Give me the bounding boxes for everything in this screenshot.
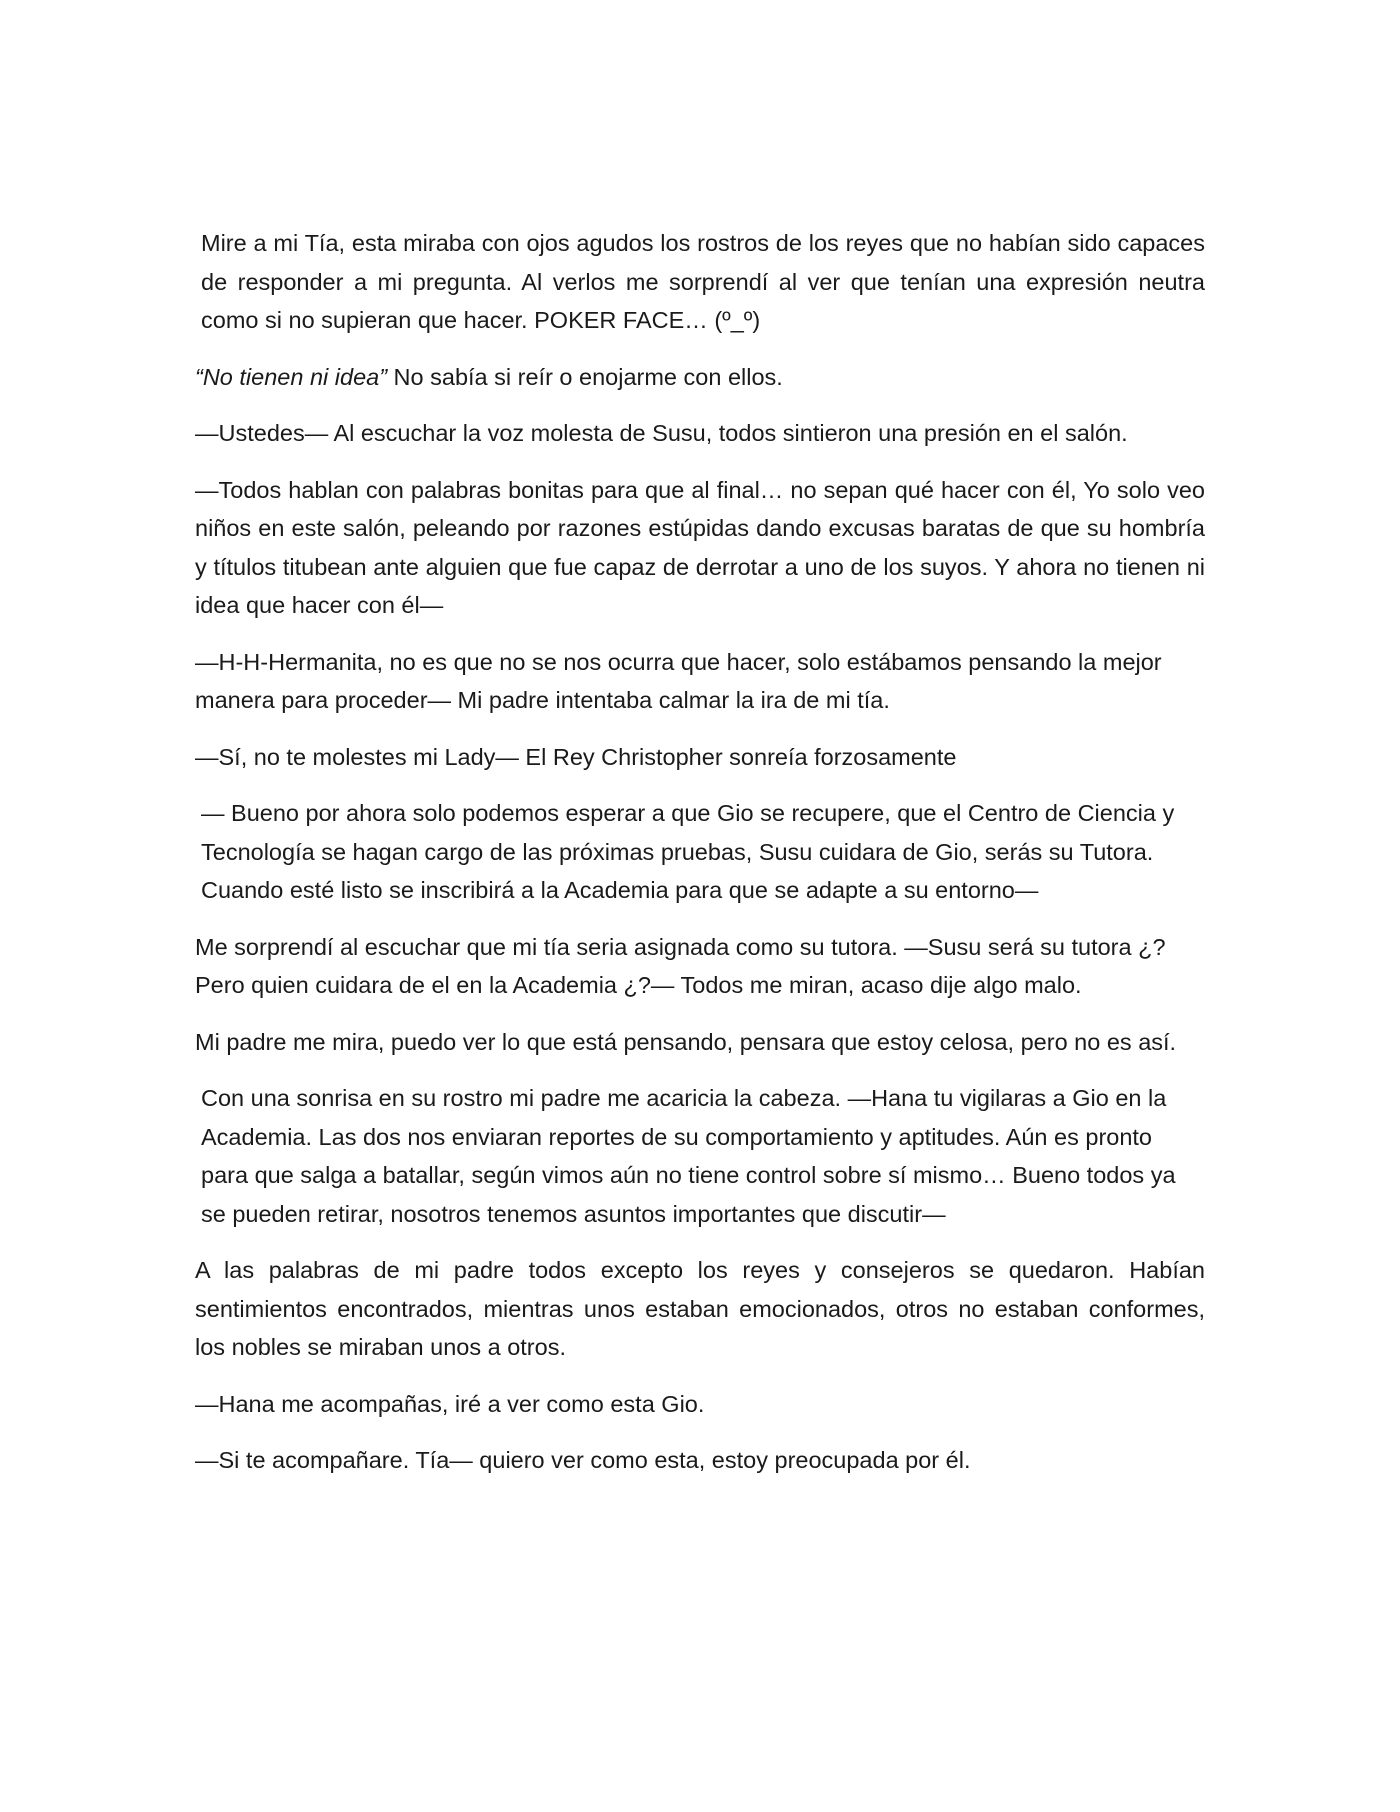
paragraph-5	[195, 643, 1205, 720]
paragraph-8-text: Me sorprendí al escuchar que mi tía seria asignada como su tutora. —Susu será su tutora ¿? Pero quien cuidara de el en la Academia ¿?— Todos me miran, acaso dije algo malo.	[195, 933, 1166, 998]
paragraph-6	[195, 738, 1205, 777]
paragraph-3-text: —Ustedes— Al escuchar la voz molesta de Susu, todos sintieron una presión en el salón.	[195, 420, 1128, 446]
paragraph-4	[195, 471, 1205, 625]
paragraph-10	[195, 1079, 1205, 1233]
paragraph-2-italic-quote: “No tienen ni idea”	[195, 363, 388, 390]
paragraph-8	[195, 928, 1205, 1005]
paragraph-7	[195, 794, 1205, 910]
paragraph-2	[195, 358, 1205, 397]
paragraph-2-text: No sabía si reír o enojarme con ellos.	[387, 363, 783, 390]
paragraph-9-text: Mi padre me mira, puedo ver lo que está pensando, pensara que estoy celosa, pero no es así.	[195, 1028, 1177, 1055]
paragraph-4-text: —Todos hablan con palabras bonitas para que al final… no sepan qué hacer con él, Yo solo veo niños en este salón, peleando por razones estúpidas dando excusas baratas de que su hombría y títulos titubean ante alguien que fue capaz de derrotar a uno de los suyos. Y ahora no tienen ni idea que hacer con él—	[195, 476, 1205, 618]
paragraph-9	[195, 1023, 1205, 1062]
paragraph-7-text: — Bueno por ahora solo podemos esperar a que Gio se recupere, que el Centro de Ciencia y Tecnología se hagan cargo de las próximas pruebas, Susu cuidara de Gio, serás su Tutora. Cuando esté listo se inscribirá a la Academia para que se adapte a su entorno—	[201, 800, 1175, 903]
paragraph-5-text: —H-H-Hermanita, no es que no se nos ocurra que hacer, solo estábamos pensando la mejor manera para proceder— Mi padre intentaba calmar la ira de mi tía.	[195, 648, 1162, 713]
paragraph-12-text: —Hana me acompañas, iré a ver como esta Gio.	[195, 1390, 705, 1417]
paragraph-11	[195, 1251, 1205, 1367]
paragraph-13	[195, 1441, 1205, 1480]
paragraph-6-text: —Sí, no te molestes mi Lady— El Rey Christopher sonreía forzosamente	[195, 743, 957, 770]
paragraph-10-text: Con una sonrisa en su rostro mi padre me acaricia la cabeza. —Hana tu vigilaras a Gio en la Academia. Las dos nos enviaran reportes de su comportamiento y aptitudes. Aún es pronto para que salga a batallar, según vimos aún no tiene control sobre sí mismo… Bueno todos ya se pueden retirar, nosotros tenemos asuntos importantes que discutir—	[201, 1085, 1176, 1227]
paragraph-12	[195, 1385, 1205, 1424]
paragraph-11-text: A las palabras de mi padre todos excepto los reyes y consejeros se quedaron. Habían sentimientos encontrados, mientras unos estaban emocionados, otros no estaban conformes, los nobles se miraban unos a otros.	[195, 1257, 1205, 1360]
body-text	[195, 224, 1205, 1498]
paragraph-13-text: —Si te acompañare. Tía— quiero ver como esta, estoy preocupada por él.	[195, 1447, 971, 1473]
paragraph-1	[195, 224, 1205, 340]
paragraph-1-text: Mire a mi Tía, esta miraba con ojos agudos los rostros de los reyes que no habían sido capaces de responder a mi pregunta. Al verlos me sorprendí al ver que tenían una expresión neutra como si no supieran que hacer. POKER FACE… (º_º)	[201, 230, 1205, 333]
paragraph-3	[195, 414, 1205, 453]
